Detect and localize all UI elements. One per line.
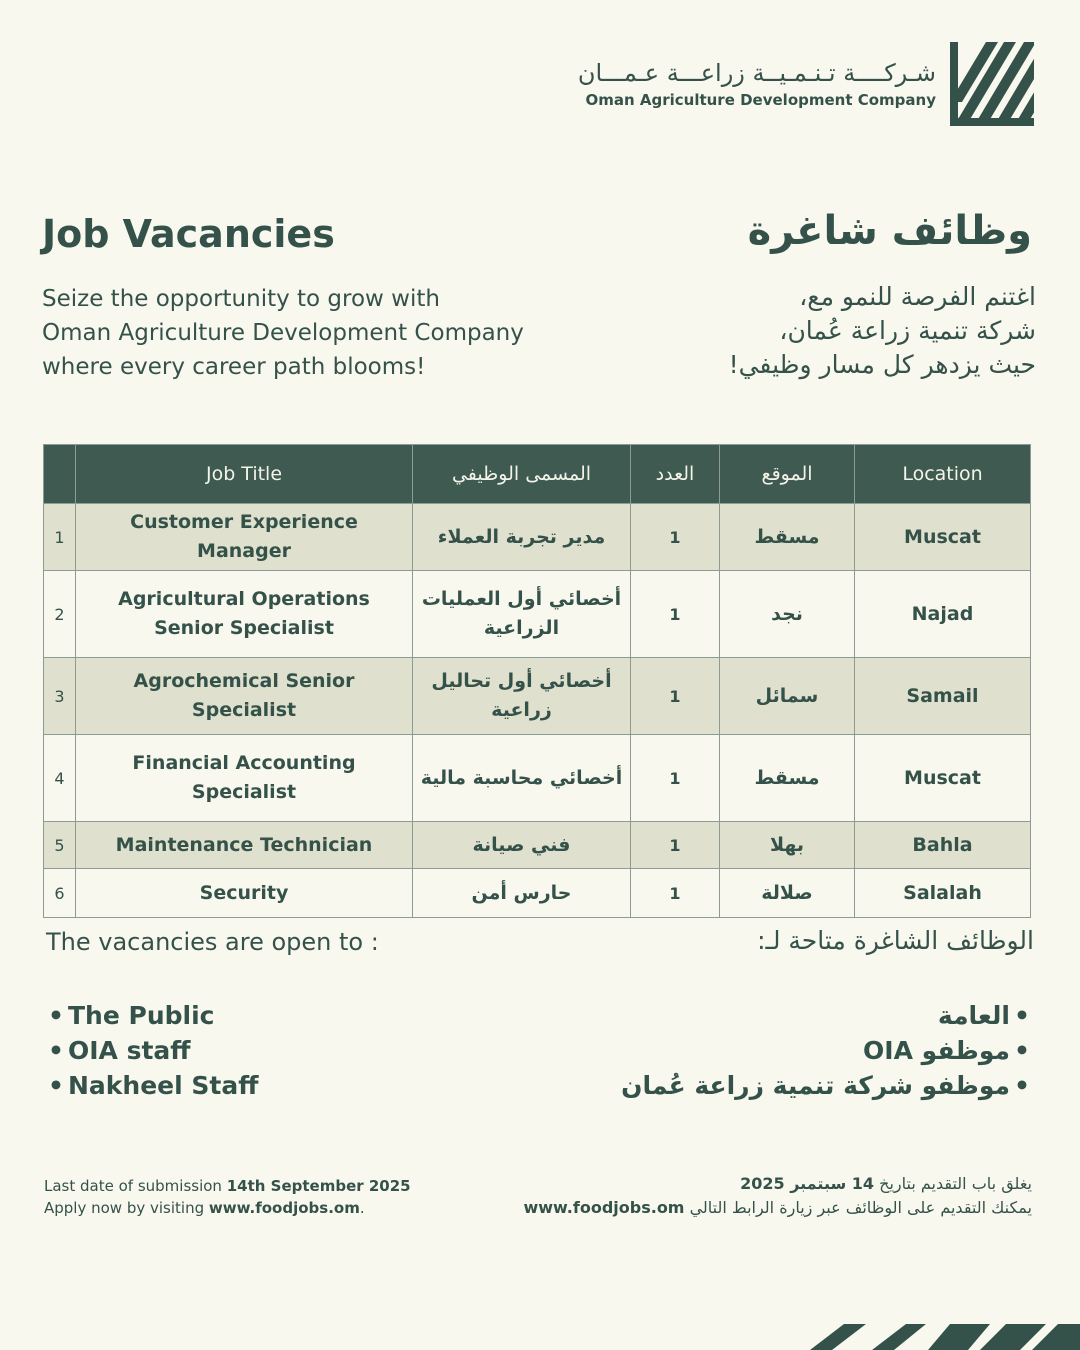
intro-line-ar: شركة تنمية زراعة عُمان، [779,316,1036,345]
eligibility-item-ar: موظفو شركة تنمية زراعة عُمان [621,1071,1011,1100]
eligibility-item-en: OIA staff [67,1036,191,1065]
page-title-ar: وظائف شاغرة [747,208,1032,254]
job-count: 1 [631,504,720,571]
job-title-ar: حارس أمن [413,869,631,918]
company-name-en: Oman Agriculture Development Company [585,91,936,109]
logo-text [578,59,936,109]
eligibility-label-en: The vacancies are open to : [46,928,379,956]
eligibility-list-en [44,998,258,1103]
company-name-ar: شـركــــة تـنـمـيــة زراعـــة عـمـــان [577,59,936,87]
logo-stripes-icon [950,42,1034,126]
location-ar: سمائل [720,658,855,735]
location-en: Muscat [855,504,1031,571]
apply-line-ar [523,1196,1032,1220]
list-item [621,1068,1034,1103]
job-title-ar: فني صيانة [413,822,631,869]
table-row [44,735,1031,822]
list-item [44,1068,258,1103]
eligibility-label-ar: الوظائف الشاغرة متاحة لـ: [757,926,1034,955]
eligibility-item-ar: العامة [937,1001,1011,1030]
job-title-en: Security [76,869,413,918]
row-number: 6 [44,869,76,918]
table-row [44,869,1031,918]
deadline-prefix-ar: يغلق باب التقديم بتاريخ [874,1174,1032,1193]
intro-text-ar [576,280,1036,382]
bullet-icon: • [1014,1036,1030,1065]
deadline-date-en: 14th September 2025 [226,1177,411,1195]
eligibility-item-en: The Public [67,1001,215,1030]
apply-prefix-en: Apply now by visiting [44,1199,209,1217]
table-row [44,571,1031,658]
page-title-en: Job Vacancies [42,212,335,256]
apply-link-en[interactable]: www.foodjobs.om [208,1199,360,1217]
intro-line-en: where every career path blooms! [42,354,426,380]
location-en: Bahla [855,822,1031,869]
bullet-icon: • [48,1071,64,1100]
list-item [44,998,258,1033]
bullet-icon: • [48,1001,64,1030]
table-row [44,658,1031,735]
job-title-en: Agricultural Operations Senior Specialist [76,571,413,658]
job-count: 1 [631,658,720,735]
location-ar: صلالة [720,869,855,918]
row-number: 5 [44,822,76,869]
deadline-line-en [44,1175,411,1197]
header-count: العدد [631,445,720,504]
job-count: 1 [631,822,720,869]
location-en: Muscat [855,735,1031,822]
table-header-row [44,445,1031,504]
row-number: 2 [44,571,76,658]
job-title-ar: أخصائي محاسبة مالية [413,735,631,822]
job-count: 1 [631,869,720,918]
apply-link-ar[interactable]: www.foodjobs.om [523,1198,685,1217]
intro-line-ar: حيث يزدهر كل مسار وظيفي! [728,350,1036,379]
table-row [44,504,1031,571]
apply-line-en [44,1197,411,1219]
vacancies-table [43,444,1031,918]
apply-prefix-ar: يمكنك التقديم على الوظائف عبر زيارة الرابط التالي [684,1198,1032,1217]
list-item [621,1033,1034,1068]
intro-line-en: Seize the opportunity to grow with [42,286,440,312]
row-number: 1 [44,504,76,571]
header-job-title-ar: المسمى الوظيفي [413,445,631,504]
row-number: 3 [44,658,76,735]
company-logo [578,42,1034,126]
job-title-en: Customer Experience Manager [76,504,413,571]
eligibility-list-ar [621,998,1034,1103]
location-en: Samail [855,658,1031,735]
location-ar: مسقط [720,735,855,822]
corner-stripes-decoration [810,1324,1080,1350]
list-item [44,1033,258,1068]
header-job-title-en: Job Title [76,445,413,504]
table-row [44,822,1031,869]
job-title-ar: مدير تجربة العملاء [413,504,631,571]
header-num [44,445,76,504]
list-item [621,998,1034,1033]
bullet-icon: • [48,1036,64,1065]
location-en: Salalah [855,869,1031,918]
intro-text-en [42,282,602,384]
header-location-en: Location [855,445,1031,504]
job-count: 1 [631,571,720,658]
job-title-ar: أخصائي أول العمليات الزراعية [413,571,631,658]
deadline-prefix-en: Last date of submission [44,1177,227,1195]
bullet-icon: • [1014,1071,1030,1100]
intro-line-ar: اغتنم الفرصة للنمو مع، [799,282,1036,311]
row-number: 4 [44,735,76,822]
job-title-en: Financial Accounting Specialist [76,735,413,822]
apply-suffix-en: . [359,1199,365,1217]
intro-line-en: Oman Agriculture Development Company [42,320,524,346]
job-title-en: Maintenance Technician [76,822,413,869]
location-ar: بهلا [720,822,855,869]
job-count: 1 [631,735,720,822]
header-location-ar: الموقع [720,445,855,504]
location-ar: نجد [720,571,855,658]
location-en: Najad [855,571,1031,658]
job-title-ar: أخصائي أول تحاليل زراعية [413,658,631,735]
footer-en [44,1175,411,1219]
job-title-en: Agrochemical Senior Specialist [76,658,413,735]
footer-ar [523,1172,1032,1220]
eligibility-item-ar: موظفو OIA [863,1036,1011,1065]
location-ar: مسقط [720,504,855,571]
deadline-line-ar [523,1172,1032,1196]
bullet-icon: • [1014,1001,1030,1030]
eligibility-item-en: Nakheel Staff [67,1071,259,1100]
deadline-date-ar: 14 سبتمبر 2025 [740,1174,875,1193]
